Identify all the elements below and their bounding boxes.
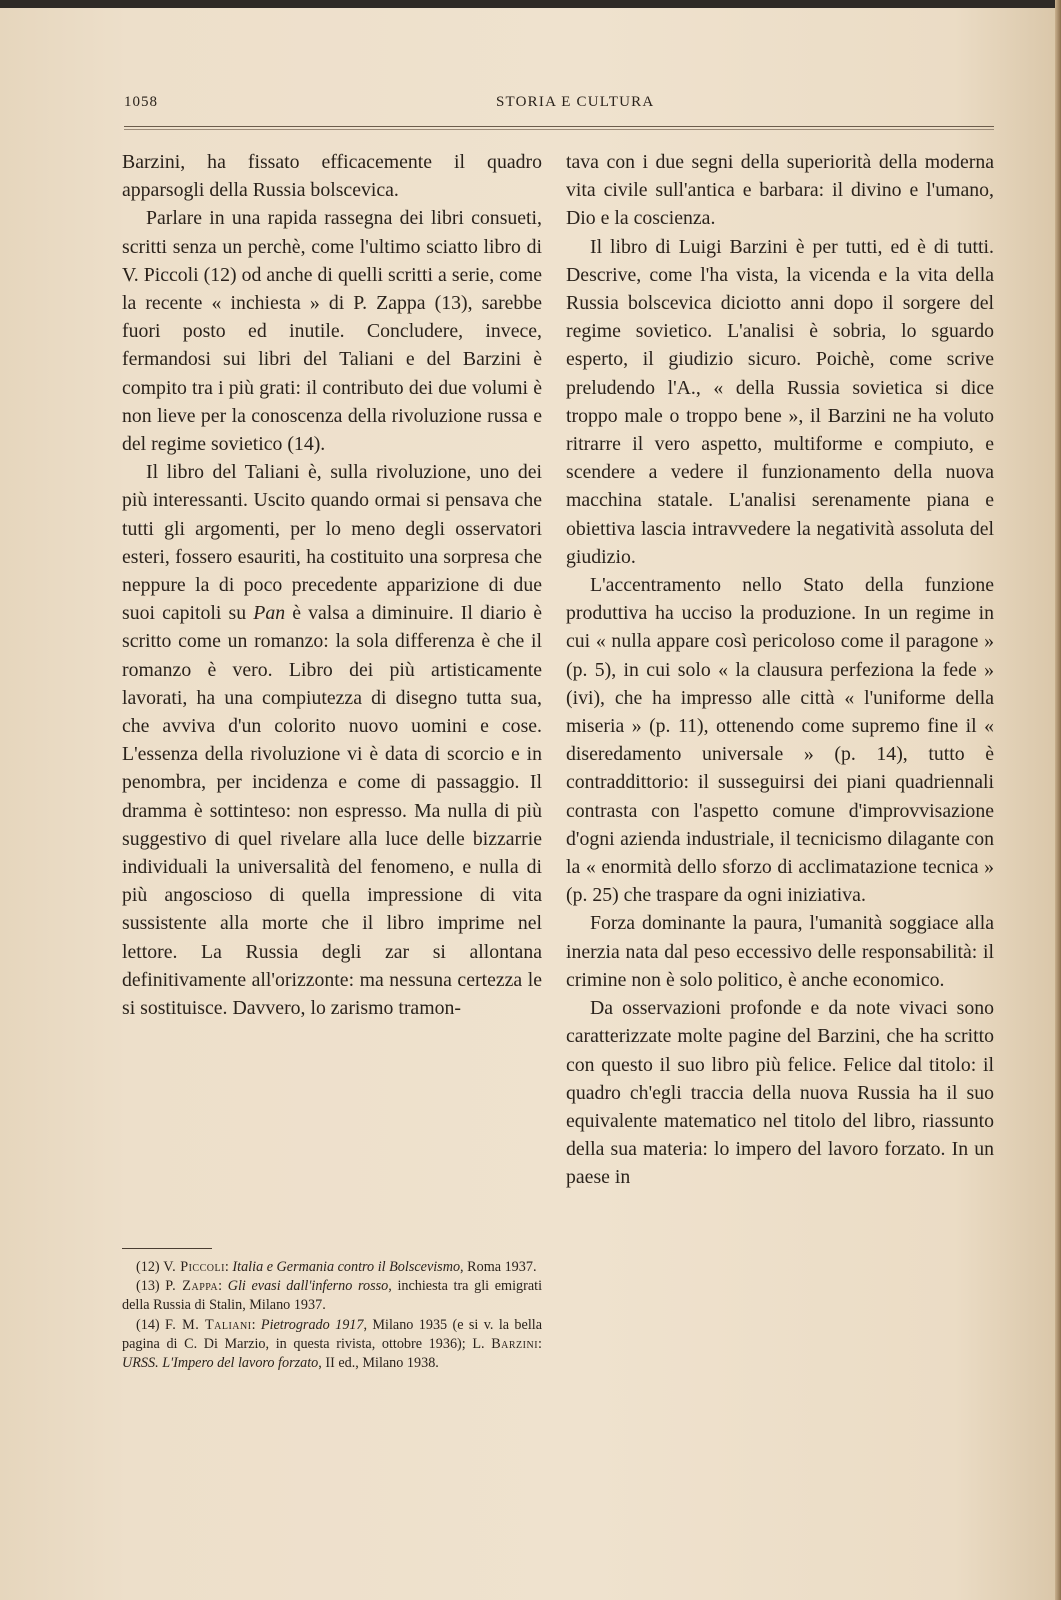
paragraph: tava con i due segni della superiorità della moderna vita civile sull'antica e barbara: il divino e l'umano, Dio e la coscienza.	[566, 151, 994, 230]
footnote-author: Barzini	[491, 1335, 539, 1352]
paragraph: Parlare in una rapida rassegna dei libri consueti, scritti senza un perchè, come l'ultimo sciatto libro di V. Piccoli (12) od anche di quelli scritti a serie, come la recente « inchiesta » di P. Zappa (13), sarebbe fuori posto ed inutile. Concludere, invece, fermandosi sui libri del Taliani e del Barzini è compito tra i più grati: il contributo dei due volumi è non lieve per la conoscenza della rivoluzione russa e del regime sovietico (14).	[122, 207, 542, 456]
paragraph-text: Il libro del Taliani è, sulla rivoluzione, uno dei più interessanti. Uscito quando ormai si pensava che tutti gli argomenti, per lo meno degli osservatori esteri, fossero esauriti, ha costituito una sorpresa che neppure la di poco precedente apparizione di due suoi capitoli su	[122, 461, 542, 625]
footnote-author: F. M. Taliani	[165, 1316, 252, 1333]
italic-title: Pan	[253, 602, 286, 625]
header-rule	[124, 126, 994, 127]
footnote-14: (14) F. M. Taliani: Pietrogrado 1917, Milano 1935 (e si v. la bella pagina di C. Di Marzio, in questa rivista, ottobre 1936); L. Barzini: URSS. L'Impero del lavoro forzato, II ed., Milano 1938.	[122, 1316, 543, 1372]
footnote-author: P. Zappa	[165, 1278, 219, 1295]
footnote-title: Pietrogrado 1917	[260, 1316, 364, 1333]
footnote-12: (12) V. Piccoli: Italia e Germania contro il Bolscevismo, Roma 1937.	[136, 1259, 537, 1275]
footnote-text: , inchiesta tra gli emigrati della Russia di Stalin, Milano 1937.	[122, 1278, 543, 1314]
footnote-text: , II ed., Milano 1938.	[318, 1355, 439, 1372]
paragraph: L'accentramento nello Stato della funzione produttiva ha ucciso la produzione. In un regime in cui « nulla appare così pericoloso come il paragone » (p. 5), in cui solo « la clausura perfeziona la fede » (ivi), che ha impresso alle città « l'uniforme della miseria » (p. 11), ottenendo come supremo fine il « diseredamento universale » (p. 14), tutto è contraddittorio: il susseguirsi dei piani quadriennali contrasta con l'aspetto comune d'improvvisazione d'ogni azienda industriale, il tecnicismo dilagante con la « enormità dello sforzo di acclimatazione tecnica » (p. 25) che traspare da ogni iniziativa.	[566, 574, 994, 907]
paragraph: Barzini, ha fissato efficacemente il quadro apparsogli della Russia bolscevica.	[122, 151, 542, 202]
footnote-text: , Milano 1935 (e si v. la bella pagina di C. Di Marzio, in questa rivista, ottobre 1936); L.	[122, 1316, 543, 1352]
paragraph	[122, 458, 542, 1022]
running-title: STORIA E CULTURA	[496, 94, 655, 110]
footnote-text: , Roma 1937.	[460, 1259, 537, 1275]
header-rule-secondary	[124, 129, 994, 130]
footnote-rule	[122, 1248, 212, 1249]
paragraph: Forza dominante la paura, l'umanità soggiace alla inerzia nata dal peso eccessivo delle responsabilità: il crimine non è solo politico, è anche economico.	[566, 912, 994, 991]
running-header	[124, 94, 994, 118]
page-top-edge	[0, 0, 1061, 8]
footnote-title: Gli evasi dall'inferno rosso	[227, 1278, 389, 1295]
footnote-author: V. Piccoli	[163, 1259, 225, 1275]
page-right-edge	[1055, 0, 1061, 1600]
footnote-number: (12)	[136, 1259, 160, 1275]
paragraph-text: è valsa a diminuire. Il diario è scritto come un romanzo: la sola differenza è che il romanzo è vero. Libro dei più artisticamente lavorati, ha una compiutezza di disegno tutta sua, che avviva d'un colorito nuovo uomini e cose. L'essenza della rivoluzione vi è data di scorcio e in penombra, per incidenza e come di passaggio. Il dramma è sottinteso: non espresso. Ma nulla di più suggestivo di quel rivelare alla luce delle bizzarrie individuali la universalità del fenomeno, e nulla di più angoscioso di quella impressione di vita sussistente alla morte che il libro imprime nel lettore. La Russia degli zar si allontana definitivamente all'orizzonte: ma nessuna certezza le si sostituisce. Davvero, lo zarismo tramon-	[122, 602, 543, 1020]
right-column	[566, 148, 994, 1192]
page-number: 1058	[124, 94, 158, 110]
footnotes	[122, 1258, 542, 1373]
footnote-number: (14)	[136, 1316, 160, 1333]
footnote-title: URSS. L'Impero del lavoro forzato	[122, 1355, 319, 1372]
paragraph: Il libro di Luigi Barzini è per tutti, ed è di tutti. Descrive, come l'ha vista, la vicenda e la vita della Russia bolscevica diciotto anni dopo il sorgere del regime sovietico. L'analisi è sobria, lo sguardo esperto, il giudizio sicuro. Poichè, come scrive preludendo l'A., « della Russia sovietica si dice troppo male o troppo bene », il Barzini ne ha voluto ritrarre il vero aspetto, multiforme e compiuto, e scendere a vedere il funzionamento della nuova macchina statale. L'analisi serenamente piana e obiettiva lascia intravvedere la negatività assoluta del giudizio.	[566, 235, 994, 568]
footnote-13: (13) P. Zappa: Gli evasi dall'inferno rosso, inchiesta tra gli emigrati della Russia di Stalin, Milano 1937.	[122, 1278, 543, 1314]
paragraph: Da osservazioni profonde e da note vivaci sono caratterizzate molte pagine del Barzini, che ha scritto con questo il suo libro più felice. Felice dal titolo: il quadro ch'egli traccia della nuova Russia ha il suo equivalente matematico nel titolo del libro, riassunto della sua materia: lo impero del lavoro forzato. In un paese in	[566, 997, 994, 1189]
left-column	[122, 148, 542, 1022]
footnote-number: (13)	[136, 1278, 160, 1295]
footnote-title: Italia e Germania contro il Bolscevismo	[232, 1259, 461, 1275]
